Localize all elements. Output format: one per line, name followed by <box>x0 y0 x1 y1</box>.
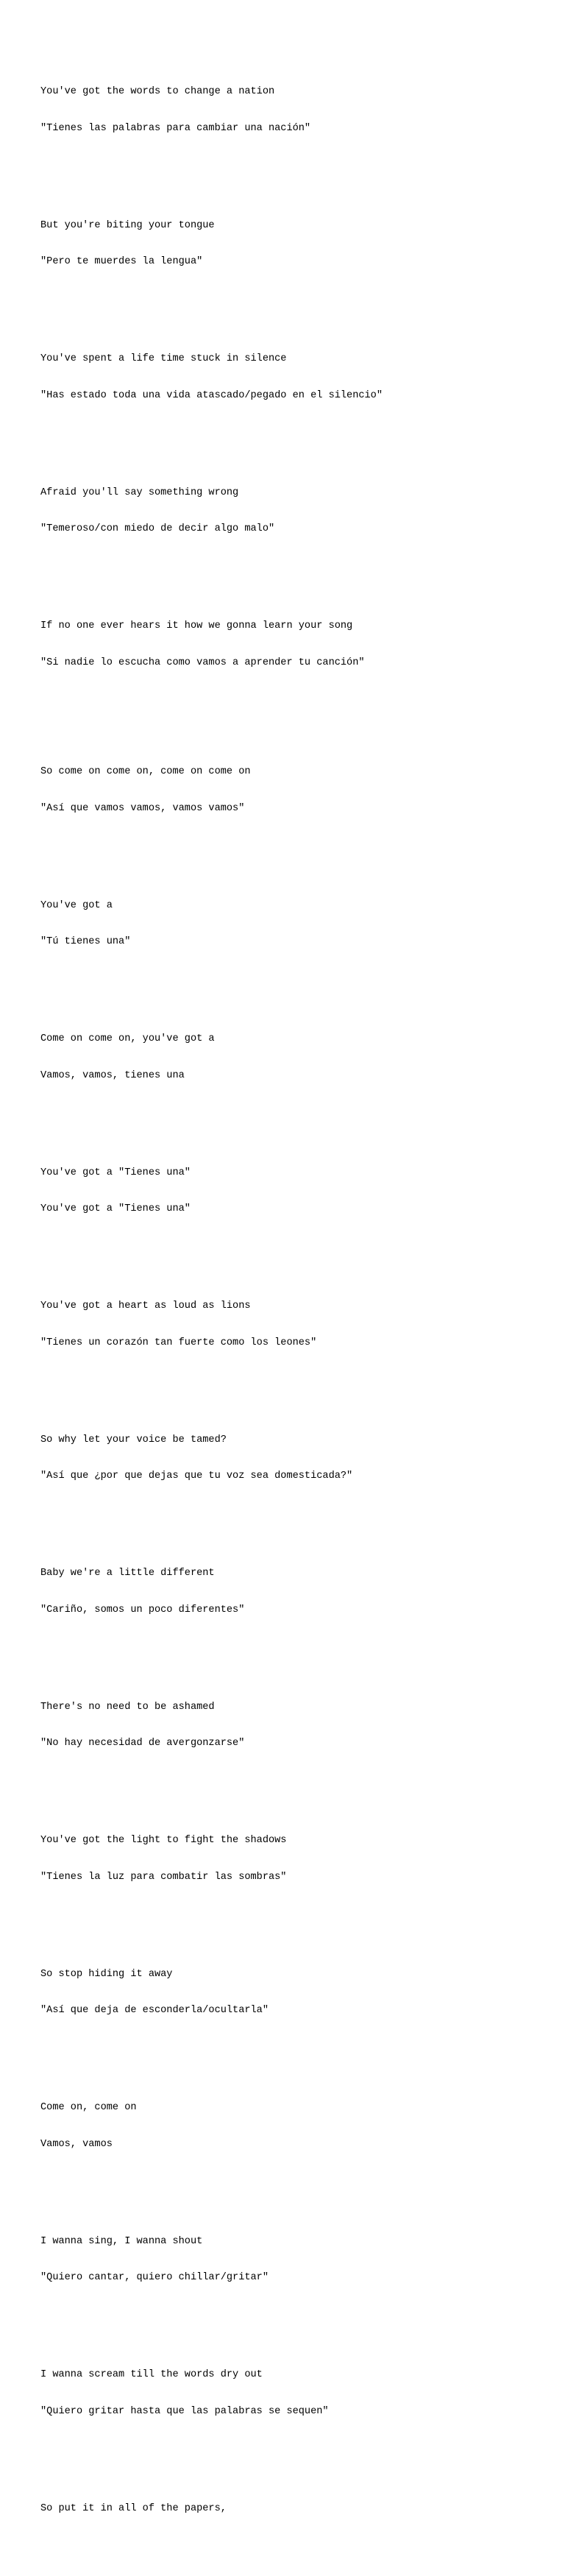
stanza-1 <box>40 62 555 159</box>
lyric-line: "Así que deja de esconderla/ocultarla" <box>40 2005 269 2016</box>
lyric-line: "Pero te muerdes la lengua" <box>40 256 203 267</box>
lyric-line: "Tú tienes una" <box>40 936 131 947</box>
stanza-8 <box>40 1009 555 1106</box>
lyric-line: Vamos, vamos <box>40 2138 113 2150</box>
lyric-line: "Quiero gritar hasta que las palabras se sequen" <box>40 2405 329 2417</box>
lyric-line: "Has estado toda una vida atascado/pegado en el silencio" <box>40 389 383 401</box>
lyric-line: "Tienes la luz para combatir las sombras" <box>40 1871 287 1883</box>
lyric-line: Afraid you'll say something wrong <box>40 486 239 498</box>
lyric-line: You've spent a life time stuck in silence <box>40 353 287 364</box>
lyric-line: You've got a heart as loud as lions <box>40 1301 251 1312</box>
stanza-16 <box>40 2078 555 2175</box>
stanza-5 <box>40 596 555 693</box>
lyric-line: "No hay necesidad de avergonzarse" <box>40 1738 245 1749</box>
lyric-line: "Tienes las palabras para cambiar una nación" <box>40 122 311 134</box>
lyric-line: Come on, come on <box>40 2102 137 2113</box>
lyric-line: "Cariño, somos un poco diferentes" <box>40 1604 245 1616</box>
lyric-line: So put it in all of the papers, <box>40 2502 227 2514</box>
stanza-18 <box>40 2345 555 2442</box>
stanza-13 <box>40 1677 555 1774</box>
lyric-line: "Tienes un corazón tan fuerte como los leones" <box>40 1337 317 1348</box>
lyric-line: So come on come on, come on come on <box>40 766 251 777</box>
stanza-9 <box>40 1143 555 1240</box>
lyric-line: You've got the light to fight the shadows <box>40 1835 287 1846</box>
lyric-line: I wanna sing, I wanna shout <box>40 2235 203 2247</box>
stanza-17 <box>40 2212 555 2309</box>
lyric-line: "Quiero cantar, quiero chillar/gritar" <box>40 2272 269 2283</box>
lyric-line: So stop hiding it away <box>40 1968 173 1980</box>
lyric-line: So why let your voice be tamed? <box>40 1434 227 1446</box>
stanza-15 <box>40 1945 555 2042</box>
lyric-line: Baby we're a little different <box>40 1568 215 1579</box>
stanza-19 <box>40 2479 555 2540</box>
stanza-7 <box>40 876 555 973</box>
stanza-4 <box>40 463 555 560</box>
lyric-line: But you're biting your tongue <box>40 219 215 231</box>
lyric-line: You've got a "Tienes una" <box>40 1167 191 1178</box>
stanza-3 <box>40 329 555 426</box>
lyric-line: "Si nadie lo escucha como vamos a aprender tu canción" <box>40 657 365 668</box>
stanza-6 <box>40 742 555 839</box>
lyric-line: You've got a "Tienes una" <box>40 1203 191 1214</box>
stanza-10 <box>40 1276 555 1373</box>
lyric-line: You've got a <box>40 899 113 911</box>
stanza-12 <box>40 1543 555 1641</box>
lyric-line: If no one ever hears it how we gonna learn your song <box>40 620 353 631</box>
lyric-line: "Temeroso/con miedo de decir algo malo" <box>40 523 275 534</box>
lyrics-text <box>40 38 555 2576</box>
lyric-line: You've got the words to change a nation <box>40 86 275 97</box>
lyric-line: Come on come on, you've got a <box>40 1033 215 1044</box>
stanza-14 <box>40 1811 555 1908</box>
lyric-line: I wanna scream till the words dry out <box>40 2369 263 2380</box>
lyric-line: There's no need to be ashamed <box>40 1701 215 1713</box>
stanza-11 <box>40 1410 555 1507</box>
lyric-line: Vamos, vamos, tienes una <box>40 1069 185 1081</box>
lyric-line: "Así que ¿por que dejas que tu voz sea domesticada?" <box>40 1471 353 1482</box>
lyric-line: "Así que vamos vamos, vamos vamos" <box>40 802 245 814</box>
stanza-2 <box>40 196 555 293</box>
